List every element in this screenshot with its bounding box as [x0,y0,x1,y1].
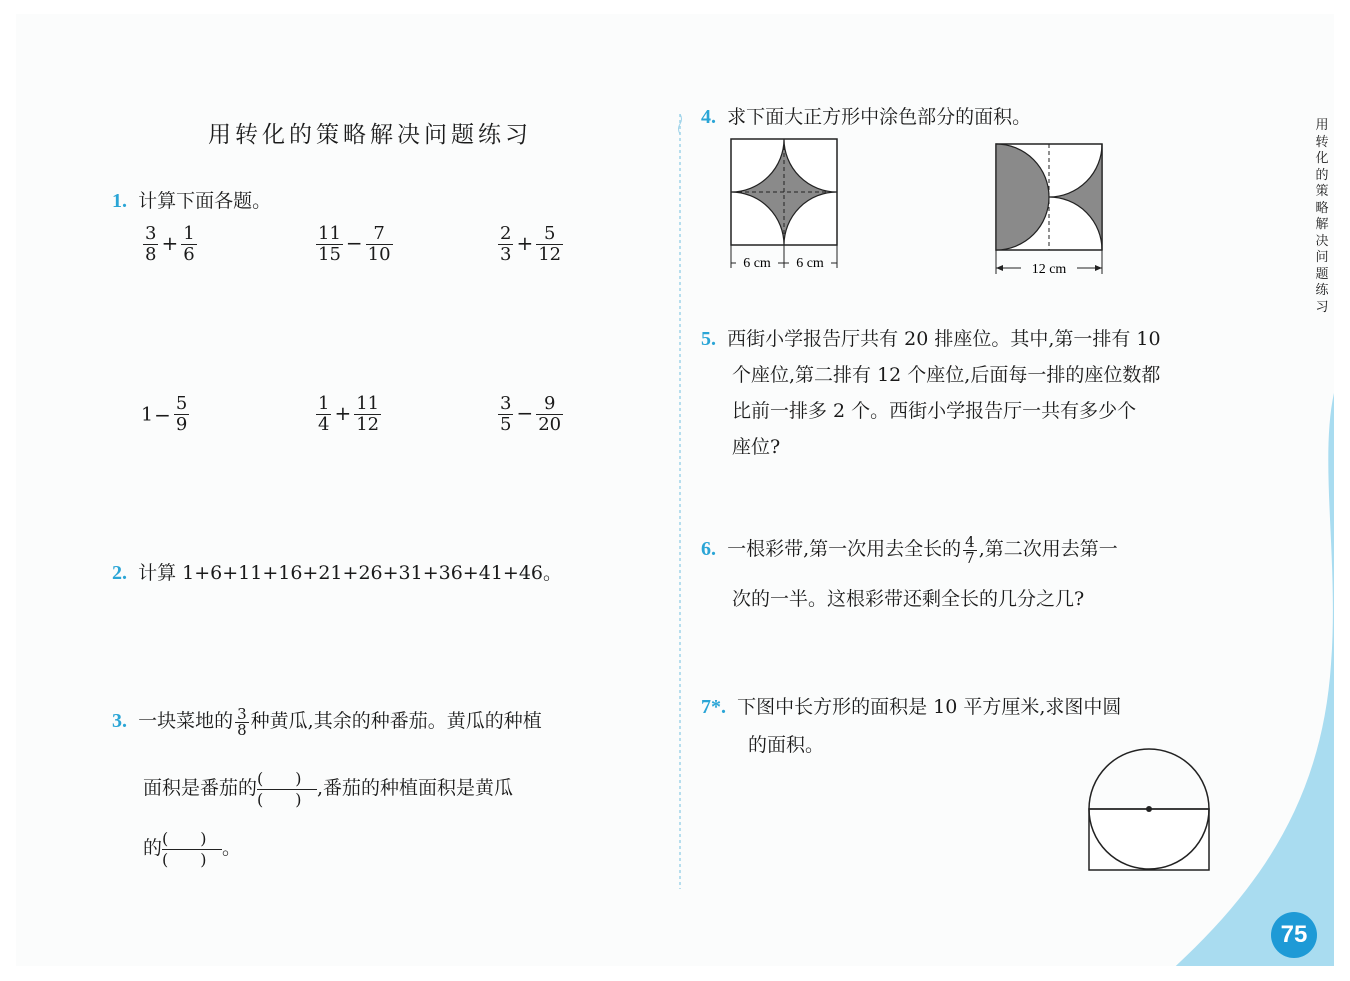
question-2 [112,558,562,585]
expression-5: $\frac{1}{4}$ + $\frac{11}{12}$ [318,393,380,435]
page-title: 用转化的策略解决问题练习 [208,122,532,148]
dimension-label: 6 cm [796,256,824,271]
dimension-label: 12 cm [1031,262,1067,277]
question-number: 6. [701,538,716,560]
question-number: 4. [701,106,716,128]
figure-circle-rectangle [1084,746,1214,876]
expression-6: $\frac{3}{5}$ − $\frac{9}{20}$ [500,393,562,435]
question-5-line-3: 比前一排多 2 个。西街小学报告厅一共有多少个 [732,400,1137,422]
question-4 [701,102,1031,129]
figure-semicircle-square [991,140,1111,280]
question-3: 3. 一块菜地的 $\frac{3}{8}$ 种黄瓜,其余的种番茄。黄瓜的种植 [112,705,542,739]
side-title: 用 转 化 的 策 略 解 决 问 题 练 习 [1315,118,1329,315]
answer-blank-1[interactable]: ( ) ( ) [257,769,317,810]
expression-2: $\frac{11}{15}$ − $\frac{7}{10}$ [318,223,391,265]
dimension-label: 6 cm [743,256,771,271]
question-5-line-2: 个座位,第二排有 12 个座位,后面每一排的座位数都 [732,364,1161,386]
figure-astroid-square [726,136,846,276]
expression-1: $\frac{3}{8}$ + $\frac{1}{6}$ [145,223,195,265]
question-5: 5. 西街小学报告厅共有 20 排座位。其中,第一排有 10 [701,328,1161,350]
question-text: 求下面大正方形中涂色部分的面积。 [727,106,1032,128]
question-5-line-4: 座位? [732,436,781,458]
question-3-line-2: 面积是番茄的 ( ) ( ) ,番茄的种植面积是黄瓜 [143,769,514,809]
question-number: 2. [112,562,127,584]
question-text: 计算下面各题。 [138,190,272,212]
question-6: 6. 一根彩带,第一次用去全长的 $\frac{4}{7}$ ,第二次用去第一 [701,533,1118,567]
expression-4: 1− $\frac{5}{9}$ [141,393,188,435]
expression-3: $\frac{2}{3}$ + $\frac{5}{12}$ [500,223,562,265]
question-3-line-3: 的 ( ) ( ) 。 [143,829,242,869]
question-number: 1. [112,190,127,212]
column-divider [677,114,683,889]
question-text: 计算 1+6+11+16+21+26+31+36+41+46。 [138,562,563,584]
question-number: 7*. [701,696,726,718]
page-number: 75 [1271,912,1317,958]
answer-blank-2[interactable]: ( ) ( ) [162,829,222,870]
question-number: 5. [701,328,716,350]
question-number: 3. [112,710,127,732]
question-1 [112,186,271,213]
question-6-line-2: 次的一半。这根彩带还剩全长的几分之几? [732,588,1085,610]
question-7: 7*. 下图中长方形的面积是 10 平方厘米,求图中圆 [701,696,1122,718]
question-7-line-2: 的面积。 [748,734,825,756]
workbook-page [16,14,1334,966]
